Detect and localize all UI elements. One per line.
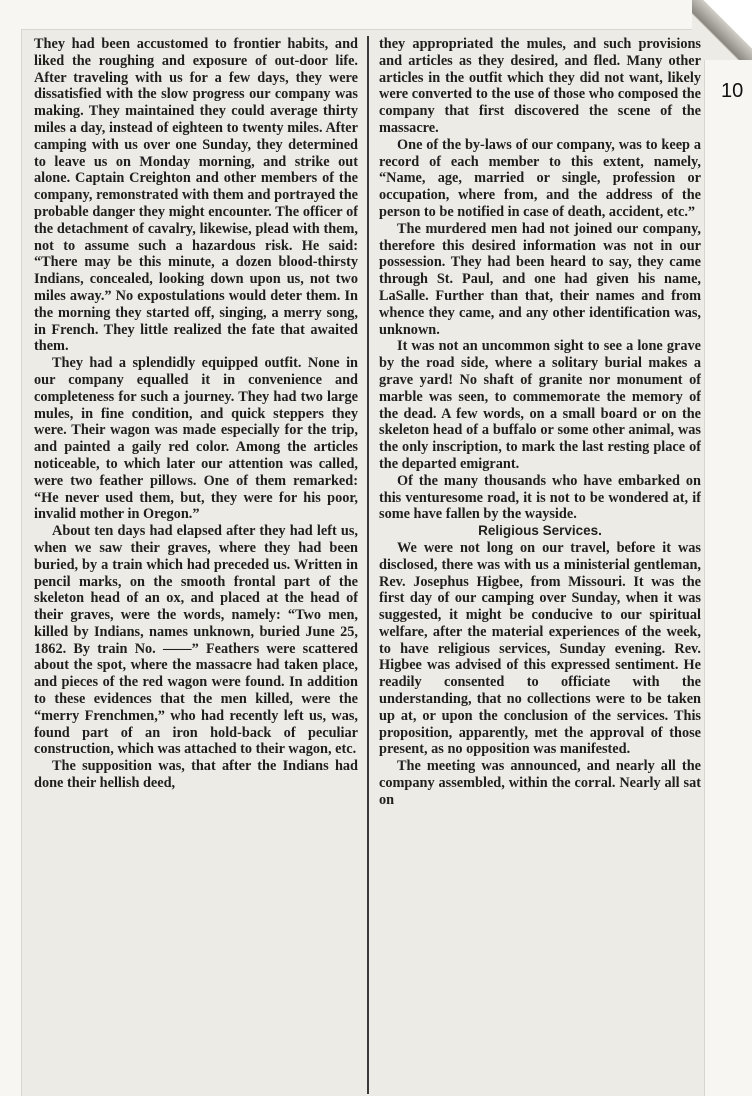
paragraph: they appropriated the mules, and such provisions and articles as they desired, and fled. Many other articles in the outfit which they did not want, likely were converted to the use of those who composed the company that first discovered the scene of the massacre.: [379, 36, 701, 136]
paragraph: They had been accustomed to frontier habits, and liked the roughing and exposure of out-door life. After traveling with us for a few days, they were dissatisfied with the slow progress our company was making. They maintained they could average thirty miles a day, instead of eighteen to twenty miles. After camping with us over one Sunday, they determined to leave us on Monday morning, and strike out alone. Captain Creighton and other members of the company, remonstrated with them and portrayed the probable danger they might encounter. The officer of the detachment of cavalry, likewise, plead with them, not to assume such a hazardous risk. He said: “There may be this minute, a dozen blood-thirsty Indians, concealed, looking down upon us, not two miles away.” No expostulations would deter them. In the morning they started off, singing, a merry song, in French. They little realized the fate that awaited them.: [34, 36, 358, 355]
paragraph: About ten days had elapsed after they had left us, when we saw their graves, where they had been buried, by a train which had preceded us. Written in pencil marks, on the smooth frontal part of the skeleton head of an ox, and placed at the head of their graves, were the words, namely: “Two men, killed by Indians, names unknown, buried June 25, 1862. By train No. ——” Feathers were scattered about the spot, where the massacre had taken place, and pieces of the red wagon were found. In addition to these evidences that the men killed, were the “merry Frenchmen,” who had recently left us, was, found part of an iron hold-back of peculiar construction, which was attached to their wagon, etc.: [34, 523, 358, 758]
paragraph: Of the many thousands who have embarked on this venturesome road, it is not to be wondered at, if some have fallen by the wayside.: [379, 472, 701, 523]
paragraph: They had a splendidly equipped outfit. None in our company equalled it in convenience and completeness for such a journey. They had two large mules, in fine condition, and quick steppers they were. Their wagon was made especially for the trip, and painted a gaily red color. Among the articles noticeable, to which later our attention was called, were two feather pillows. One of them remarked: “He never used them, but, they were for his poor, invalid mother in Oregon.”: [34, 355, 358, 523]
column-divider: [367, 36, 369, 1094]
paragraph: The murdered men had not joined our company, therefore this desired information was not in our possession. They had been heard to say, they came through St. Paul, and one had given his name, LaSalle. Further than that, their names and from whence they came, and any other identification was, unknown.: [379, 220, 701, 338]
section-heading: Religious Services.: [478, 523, 602, 539]
paragraph: It was not an uncommon sight to see a lone grave by the road side, where a solitary burial makes a grave yard! No shaft of granite nor monument of marble was seen, to commemorate the memory of the dead. A few words, on a small board or on the skeleton head of a buffalo or some other animal, was the only inscription, to mark the last resting place of the departed emigrant.: [379, 338, 701, 472]
torn-corner: [692, 0, 752, 60]
page-number: 10: [721, 80, 744, 102]
paragraph: One of the by-laws of our company, was to keep a record of each member to this extent, namely, “Name, age, married or single, profession or occupation, where from, and the address of the person to be notified in case of death, accident, etc.”: [379, 136, 701, 220]
paragraph: The meeting was announced, and nearly all the company assembled, within the corral. Nearly all sat on: [379, 758, 701, 808]
paragraph: The supposition was, that after the Indians had done their hellish deed,: [34, 758, 358, 792]
paragraph: We were not long on our travel, before it was disclosed, there was with us a ministerial gentleman, Rev. Josephus Higbee, from Missouri. It was the first day of our camping over Sunday, when it was suggested, it might be conducive to our spiritual welfare, after the material experiences of the week, to have religious services, Sunday evening. Rev. Higbee was advised of this expressed sentiment. He readily consented to officiate with the understanding, that no collections were to be taken up at, or upon the conclusion of the services. This proposition, apparently, met the approval of those present, as no opposition was manifested.: [379, 539, 701, 758]
left-column: [34, 36, 358, 1094]
right-column: [379, 36, 701, 1094]
